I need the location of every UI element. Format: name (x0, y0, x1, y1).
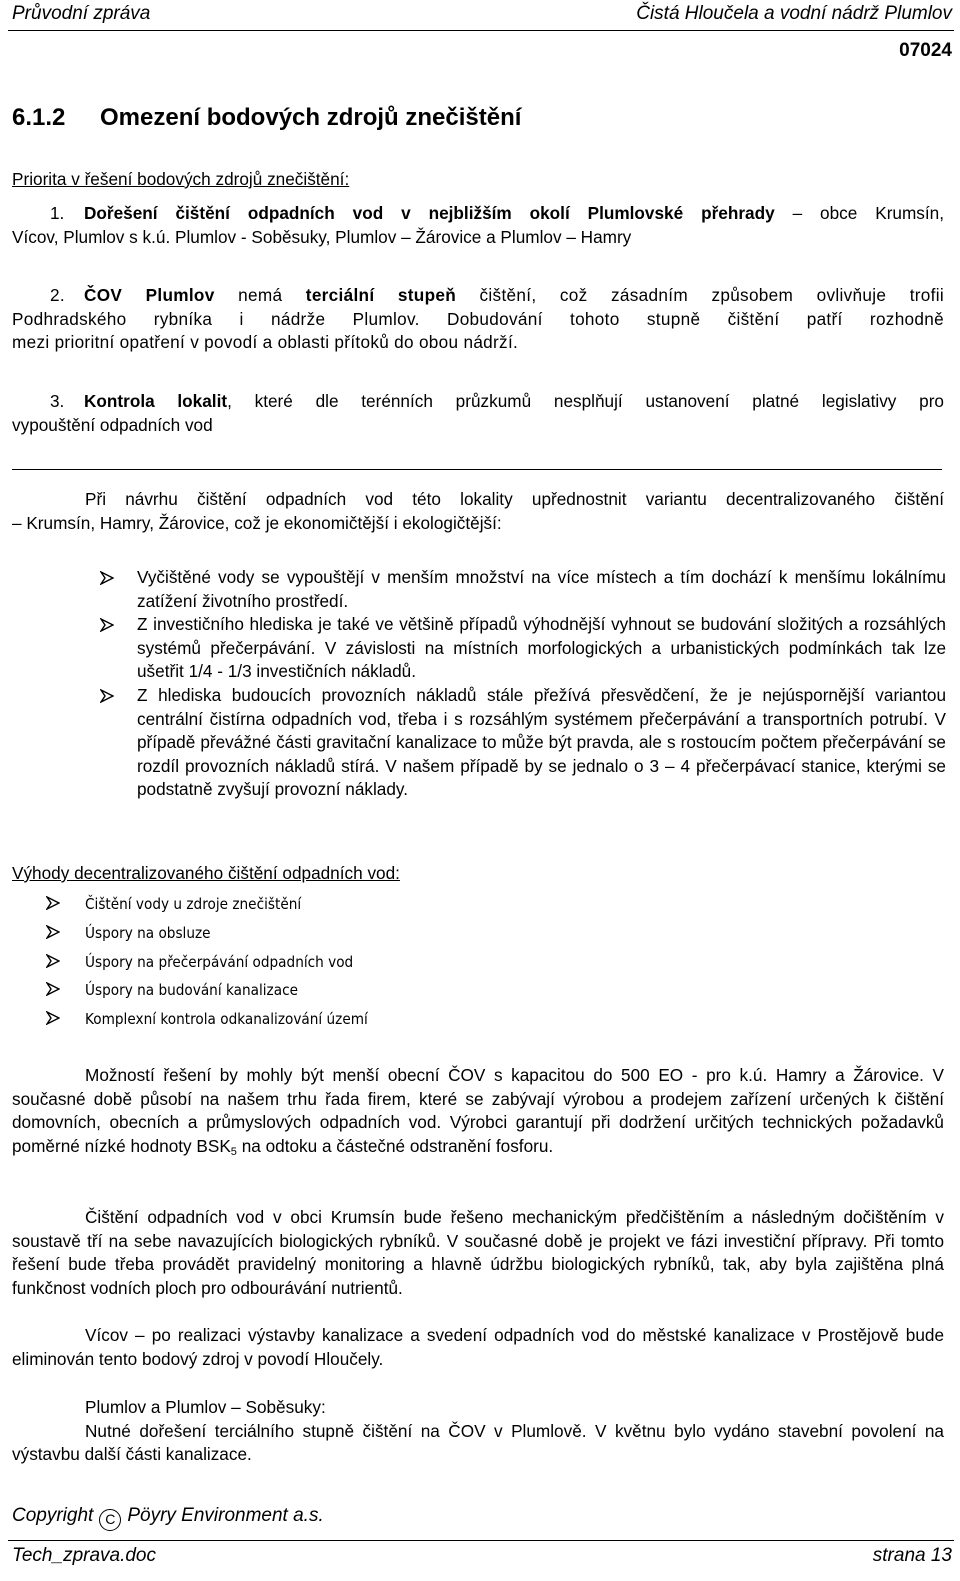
advantage-item: Komplexní kontrola odkanalizování území (46, 1004, 406, 1032)
copyright-notice: Copyright C Pöyry Environment a.s. (12, 1505, 324, 1531)
header-right: Čistá Hloučela a vodní nádrž Plumlov (636, 3, 952, 24)
decentral-bullet: Z hlediska budoucích provozních nákladů stále přežívá přesvědčení, že je nejúspornější variantou centrální čistírna odpadních vod, třeba i s rozsáhlým systémem přečerpávání a transportních potrubí. V případě převážné části gravitační kanalizace to může být pravda, ale s rostoucím počtem přečerpávání se rozdíl provozních nákladů stírá. V našem případě by se jednalo o 3 – 4 přečerpávací stanice, kterými se podstatně zvyšují provozní náklady. (100, 684, 946, 802)
header-left: Průvodní zpráva (12, 3, 151, 24)
advantages-heading: Výhody decentralizovaného čištění odpadních vod: (12, 863, 400, 883)
page-number: strana 13 (872, 1545, 952, 1566)
decentral-intro: Při návrhu čištění odpadních vod této lokality upřednostnit variantu decentralizovaného čištění – Krumsín, Hamry, Žárovice, což je ekonomičtější i ekologičtější: (12, 489, 944, 533)
advantage-item: Úspory na přečerpávání odpadních vod (46, 947, 390, 975)
header-divider (8, 30, 954, 31)
priority-heading: Priorita v řešení bodových zdrojů znečištění: (12, 169, 350, 189)
advantage-item: Úspory na budování kanalizace (46, 975, 327, 1003)
advantage-item: Čištění vody u zdroje znečištění (46, 889, 331, 917)
priority-item-1: 1. Dořešení čištění odpadních vod v nejbližším okolí Plumlovské přehrady – obce Krumsín, Vícov, Plumlov s k.ú. Plumlov - Soběsuky, Plumlov – Žárovice a Plumlov – Hamry (12, 203, 945, 247)
arrow-bullet-icon (46, 925, 60, 939)
arrow-bullet-icon (46, 1011, 60, 1025)
section-separator (12, 469, 942, 470)
arrow-bullet-icon (100, 618, 114, 632)
priority-item-3: 3. Kontrola lokalit, které dle terénních průzkumů nesplňují ustanovení platné legislativy pro vypouštění odpadních vod (12, 391, 944, 435)
footer-filename: Tech_zprava.doc (12, 1545, 157, 1566)
copyright-icon: C (99, 1509, 121, 1531)
decentral-bullet: Z investičního hlediska je také ve většině případů výhodnější vyhnout se budování složitých a rozsáhlých systémů přečerpávání. V závislosti na místních morfologických a urbanistických podmínkách tak lze ušetřit 1/4 - 1/3 investičních nákladů. (100, 613, 946, 684)
arrow-bullet-icon (46, 896, 60, 910)
priority-item-2: 2. ČOV Plumlov nemá terciální stupeň čištění, což zásadním způsobem ovlivňuje trofii Podhradského rybníka i nádrže Plumlov. Dobudování tohoto stupně čištění patří rozhodně mezi prioritní opatření v povodí a oblasti přítoků do obou nádrží. (12, 285, 944, 352)
section-number: 6.1.2 (12, 104, 66, 131)
footer-divider (8, 1540, 954, 1541)
paragraph-small-wwtp: Možností řešení by mohly být menší obecní ČOV s kapacitou do 500 EO - pro k.ú. Hamry a Žárovice. V současné době působí na našem trhu řada firem, které se zabývají výrobou a prodejem zařízení určených k čištění domovních, obecních a průmyslových odpadních vod. Výrobci garantují při dodržení určitých technických požadavků poměrné nízké hodnoty $BSK_5$ na odtoku a částečné odstranění fosforu. (12, 1065, 944, 1158)
arrow-bullet-icon (46, 954, 60, 968)
arrow-bullet-icon (100, 571, 114, 585)
arrow-bullet-icon (46, 982, 60, 996)
arrow-bullet-icon (100, 689, 114, 703)
paragraph-krumsin: Čištění odpadních vod v obci Krumsín bude řešeno mechanickým předčištěním a následným dočištěním v soustavě tří na sebe navazujících biologických rybníků. V současné době je projekt ve fázi investiční přípravy. Při tomto řešení bude třeba provádět pravidelný monitoring a hlavně údržbu biologických rybníků, tak, aby byla zajištěna plná funkčnost vodních ploch pro odbourávání nutrientů. (12, 1207, 944, 1298)
section-title: Omezení bodových zdrojů znečištění (100, 104, 522, 131)
document-code: 07024 (899, 40, 952, 61)
paragraph-vicov: Vícov – po realizaci výstavby kanalizace a svedení odpadních vod do městské kanalizace v Prostějově bude eliminován tento bodový zdroj v povodí Hloučely. (12, 1325, 944, 1369)
paragraph-plumlov: Plumlov a Plumlov – Soběsuky: Nutné dořešení terciálního stupně čištění na ČOV v Plumlově. V květnu bylo vydáno stavební povolení na výstavbu další části kanalizace. (12, 1397, 944, 1464)
advantage-item: Úspory na obsluze (46, 918, 228, 946)
decentral-bullet: Vyčištěné vody se vypouštějí v menším množství na více místech a tím dochází k menšímu lokálnímu zatížení životního prostředí. (100, 566, 946, 613)
section-heading (12, 104, 521, 132)
